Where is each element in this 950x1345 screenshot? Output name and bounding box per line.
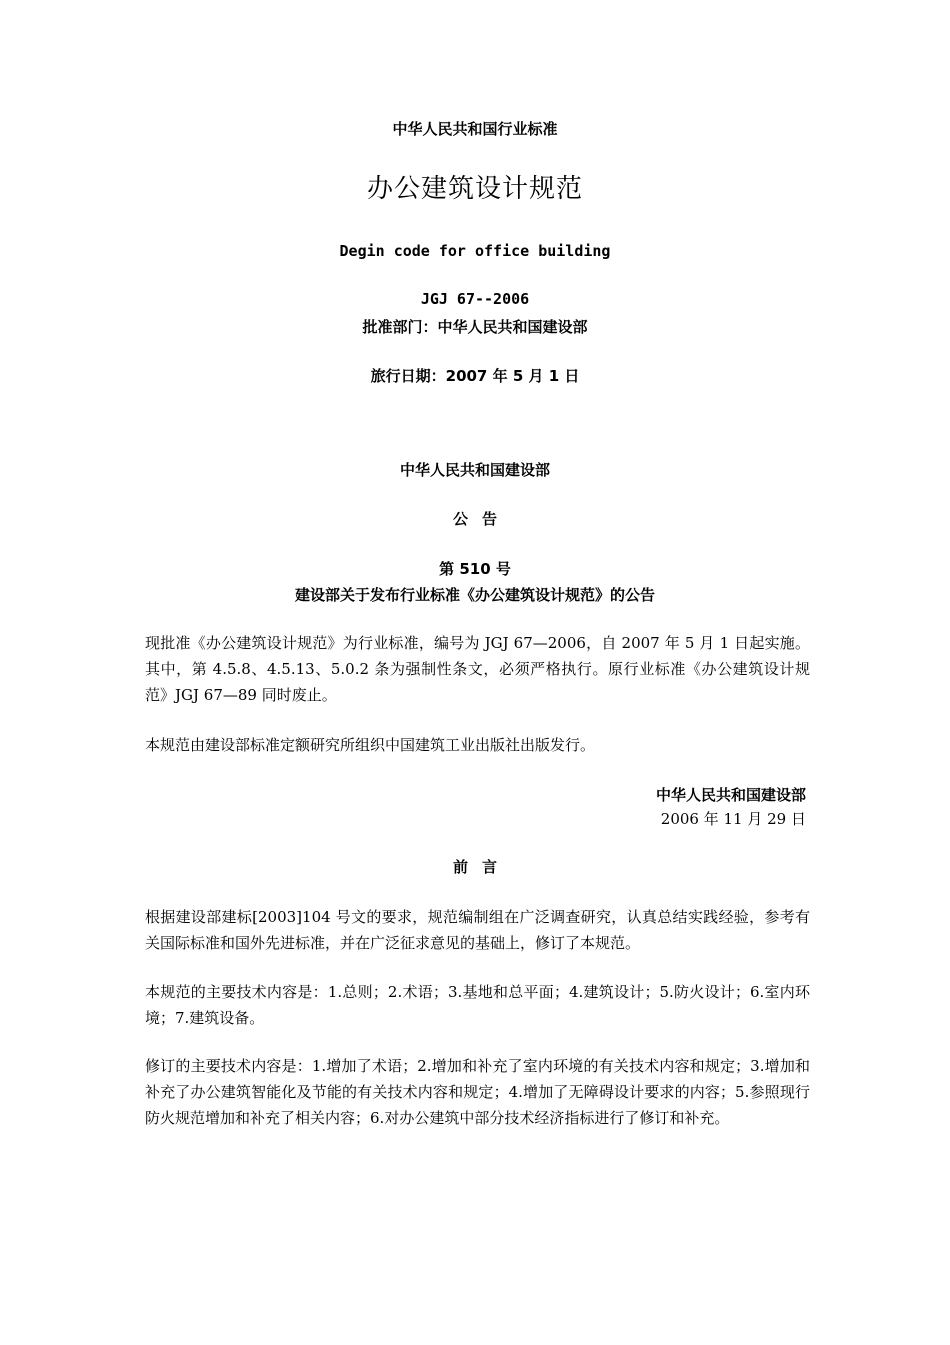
announcement-title: 建设部关于发布行业标准《办公建筑设计规范》的公告: [294, 586, 655, 604]
announcement-heading: 公告: [452, 510, 511, 528]
announcement-issuer: 中华人民共和国建设部: [399, 461, 550, 479]
approval-department: 批准部门：中华人民共和国建设部: [362, 318, 588, 336]
announcement-paragraph: 本规范由建设部标准定额研究所组织中国建筑工业出版社出版发行。: [145, 736, 596, 754]
announcement-paragraph: 现批准《办公建筑设计规范》为行业标准，编号为 JGJ 67—2006，自 2007 年 5 月 1 日起实施。其中，第 4.5.8、4.5.13、5.0.2 条为强制性条文，必须严格执行。原行业标准《办公建筑设计规范》JGJ 67—89 同时废止。: [145, 634, 810, 704]
preface-paragraph: 根据建设部建标[2003]104 号文的要求，规范编制组在广泛调查研究，认真总结实践经验，参考有关国际标准和国外先进标准，并在广泛征求意见的基础上，修订了本规范。: [145, 908, 810, 952]
preface-paragraph: 本规范的主要技术内容是：1.总则；2.术语；3.基地和总平面；4.建筑设计；5.防火设计；6.室内环境；7.建筑设备。: [145, 983, 810, 1027]
preface-heading: 前言: [452, 858, 511, 876]
signature-date: 2006 年 11 月 29 日: [660, 810, 806, 828]
implementation-date: 旅行日期：2007 年 5 月 1 日: [370, 367, 580, 385]
standard-code: JGJ 67--2006: [420, 290, 530, 308]
english-title: Degin code for office building: [339, 242, 611, 260]
standard-category: 中华人民共和国行业标准: [392, 120, 558, 138]
preface-paragraph: 修订的主要技术内容是：1.增加了术语；2.增加和补充了室内环境的有关技术内容和规定；3.增加和补充了办公建筑智能化及节能的有关技术内容和规定；4.增加了无障碍设计要求的内容；5.参照现行防火规范增加和补充了相关内容；6.对办公建筑中部分技术经济指标进行了修订和补充。: [145, 1057, 810, 1127]
document-title: 办公建筑设计规范: [366, 174, 583, 204]
announcement-number: 第 510 号: [439, 560, 511, 578]
signature-organization: 中华人民共和国建设部: [655, 786, 806, 804]
